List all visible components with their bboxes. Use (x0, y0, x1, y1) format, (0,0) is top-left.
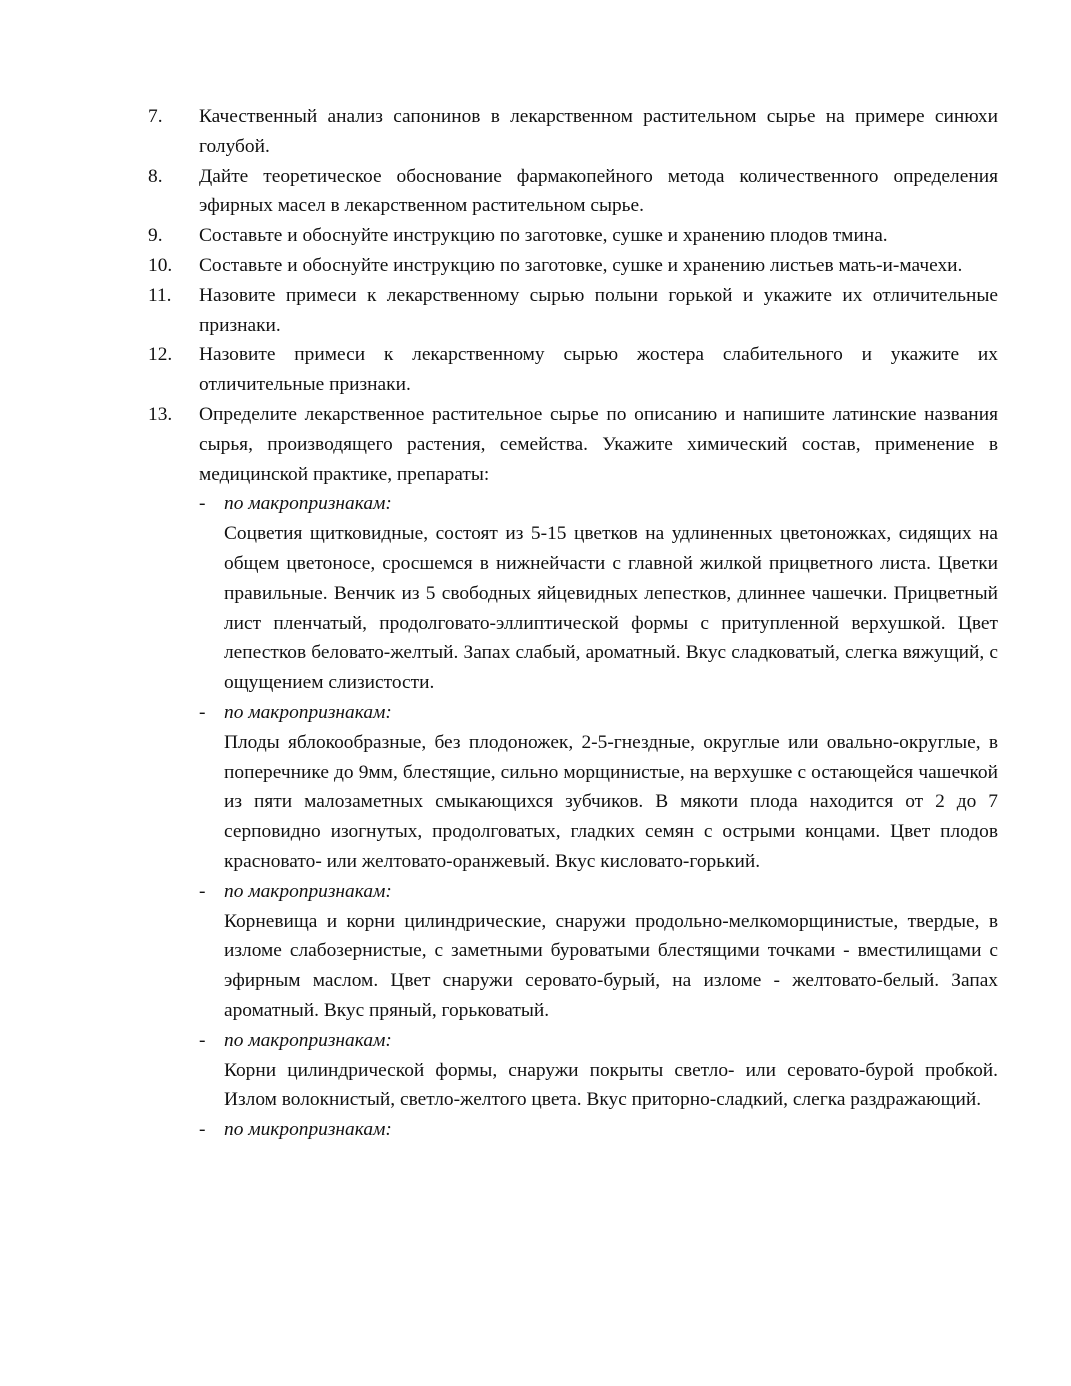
question-text: Определите лекарственное растительное сырье по описанию и напишите латинские названия сырья, производящего растения, семейства. Укажите химический состав, применение в медицинской практике, препараты: (199, 403, 998, 485)
sub-item-description: Корневища и корни цилиндрические, снаружи продольно-мелкоморщинистые, твердые, в изломе слабозернистые, с заметными буроватыми блестящими точками - вместилищами с эфирным маслом. Цвет снаружи серовато-бурый, на изломе - желтовато-белый. Запах ароматный. Вкус пряный, горьковатый. (224, 910, 998, 1021)
question-7 (148, 102, 998, 162)
question-10 (148, 251, 998, 281)
question-text: Составьте и обоснуйте инструкцию по заготовке, сушке и хранению плодов тмина. (199, 225, 888, 247)
sub-item-description: Корни цилиндрической формы, снаружи покрыты светло- или серовато-бурой пробкой. Излом волокнистый, светло-желтого цвета. Вкус приторно-сладкий, слегка раздражающий. (224, 1059, 998, 1111)
question-number: 10. (148, 254, 173, 276)
list-dash: - (199, 1119, 206, 1141)
sub-item-label: по макропризнакам: (224, 493, 392, 515)
sub-item-label-row (199, 1026, 998, 1056)
question-13 (148, 400, 998, 489)
question-number: 7. (148, 106, 163, 127)
sub-item-label-row (199, 877, 998, 907)
sub-item-label-row (199, 1115, 998, 1145)
question-text: Составьте и обоснуйте инструкцию по заготовке, сушке и хранению листьев мать-и-мачехи. (199, 254, 963, 276)
sub-item-label: по макропризнакам: (224, 701, 392, 723)
sub-item-description: Соцветия щитковидные, состоят из 5-15 цветков на удлиненных цветоножках, сидящих на общем цветоносе, сросшемся в нижнейчасти с главной жилкой прицветного листа. Цветки правильные. Венчик из 5 свободных яйцевидных лепестков, длиннее чашечки. Прицветный лист пленчатый, продолговато-эллиптической формы с притупленной верхушкой. Цвет лепестков беловато-желтый. Запах слабый, ароматный. Вкус сладковатый, слегка вяжущий, с ощущением слизистости. (224, 523, 998, 694)
question-number: 12. (148, 344, 173, 366)
list-dash: - (199, 701, 206, 723)
list-dash: - (199, 880, 206, 902)
question-11 (148, 281, 998, 341)
question-text: Назовите примеси к лекарственному сырью жостера слабительного и укажите их отличительные признаки. (199, 344, 998, 396)
question-8 (148, 162, 998, 222)
sub-item-label: по макропризнакам: (224, 880, 392, 902)
question-text: Дайте теоретическое обоснование фармакопейного метода количественного определения эфирных масел в лекарственном растительном сырье. (199, 165, 998, 217)
question-number: 8. (148, 165, 163, 187)
list-dash: - (199, 493, 206, 515)
question-list (148, 102, 998, 1145)
question-text: Качественный анализ сапонинов в лекарственном растительном сырье на примере синюхи голубой. (199, 106, 998, 157)
sub-item-description: Плоды яблокообразные, без плодоножек, 2-5-гнездные, округлые или овально-округлые, в поперечнике до 9мм, блестящие, сильно морщинистые, на верхушке с остающейся чашечкой из пяти малозаметных смыкающихся зубчиков. В мякоти плода находится от 2 до 7 серповидно изогнутых, продолговатых, гладких семян с острыми концами. Цвет плодов красновато- или желтовато-оранжевый. Вкус кисловато-горький. (224, 731, 998, 872)
sub-item-label: по макропризнакам: (224, 1029, 392, 1051)
question-number: 11. (148, 284, 172, 306)
question-12 (148, 340, 998, 400)
question-number: 13. (148, 403, 173, 425)
sub-item-label: по микропризнакам: (224, 1119, 392, 1141)
question-9 (148, 221, 998, 251)
list-dash: - (199, 1029, 206, 1051)
question-number: 9. (148, 225, 163, 247)
sub-item-label-row (199, 489, 998, 519)
sub-item-label-row (199, 698, 998, 728)
question-text: Назовите примеси к лекарственному сырью полыни горькой и укажите их отличительные признаки. (199, 284, 998, 336)
